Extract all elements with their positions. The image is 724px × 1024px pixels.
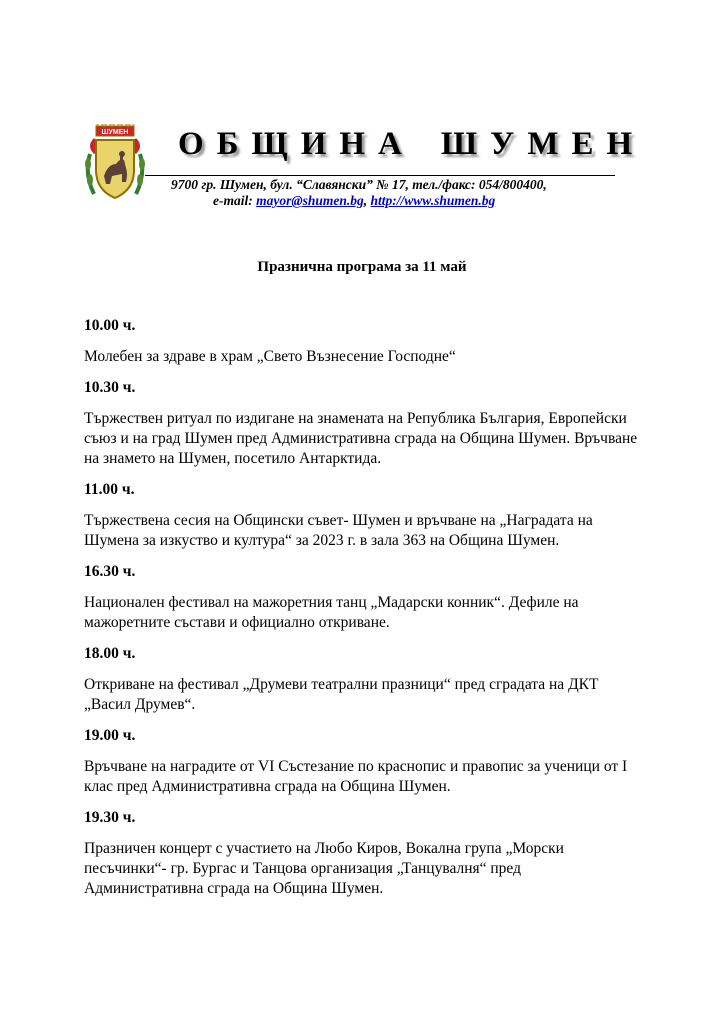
crest-label: ШУМЕН [101,129,129,136]
program-time: 16.30 ч. [84,563,136,580]
program-description: Връчване на наградите от VI Състезание по краснопис и правопис за ученици от I клас пред Административна сграда на Община Шумен. [84,758,628,795]
document-title: Празнична програма за 11 май [257,259,467,275]
program-time: 10.00 ч. [84,317,136,334]
program-time: 10.30 ч. [84,379,136,396]
contact-line [213,193,495,209]
email-link[interactable]: mayor@shumen.bg [256,193,364,208]
title-word-1: ОБЩИНА [178,126,415,162]
program-time: 11.00 ч. [84,481,135,498]
header-divider [145,175,615,176]
program-time: 19.30 ч. [84,809,136,826]
title-word-2: ШУМЕН [440,126,646,162]
program-description: Тържествен ритуал по издигане на знамената на Република България, Европейски съюз и на град Шумен пред Административна сграда на Община Шумен. Връчване на знамето на Шумен, посетило Антарктида. [84,410,638,467]
program-description: Откриване на фестивал „Друмеви театрални празници“ пред сградата на ДКТ „Васил Друмев“. [84,676,599,713]
program-description: Празничен концерт с участието на Любо Киров, Вокална група „Морски песъчинки“- гр. Бургас и Танцова организация „Танцувалня“ пред Административна сграда на Община Шумен. [84,840,564,897]
coat-of-arms-logo [82,124,148,204]
email-prefix: e-mail: [213,193,257,208]
contact-separator: , [363,193,371,208]
website-link[interactable]: http://www.shumen.bg [370,193,496,208]
address-line: 9700 гр. Шумен, бул. “Славянски” № 17, тел./факс: 054/800400, [171,177,547,192]
program-time: 19.00 ч. [84,727,136,744]
municipality-title [178,126,645,163]
program-description: Тържествена сесия на Общински съвет- Шумен и връчване на „Наградата на Шумена за изкуство и култура“ за 2023 г. в зала 363 на Община Шумен. [84,512,593,549]
program-time: 18.00 ч. [84,645,136,662]
program-description: Национален фестивал на мажоретния танц „Мадарски конник“. Дефиле на мажоретните състави и официално откриване. [84,594,579,631]
program-description: Молебен за здраве в храм „Свето Възнесение Господне“ [84,348,456,365]
program-list [84,316,644,910]
